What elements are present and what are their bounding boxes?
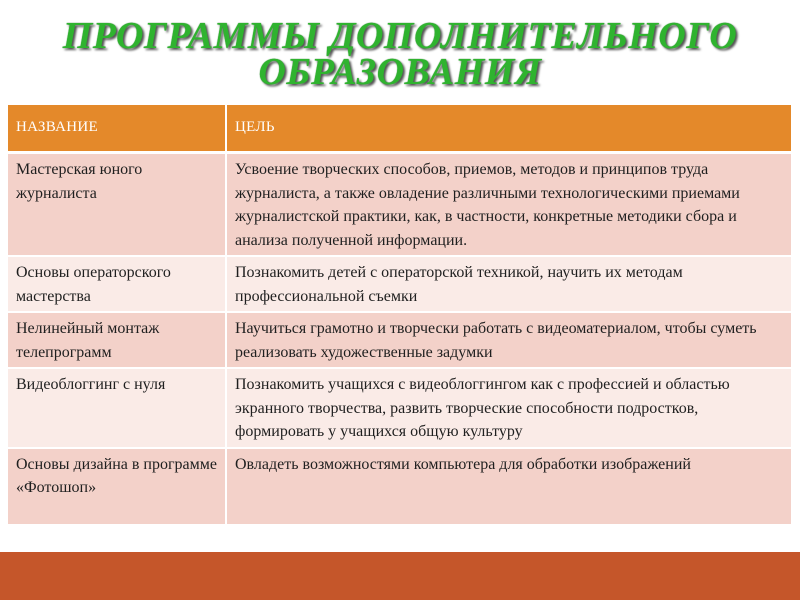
- program-name-cell: Нелинейный монтаж телепрограмм: [8, 312, 226, 368]
- program-name-cell: Основы операторского мастерства: [8, 256, 226, 312]
- table-row: [8, 448, 792, 525]
- table-row: [8, 312, 792, 368]
- page-title-line-1: ПРОГРАММЫ ДОПОЛНИТЕЛЬНОГО: [62, 15, 738, 57]
- program-goal-cell: Овладеть возможностями компьютера для обработки изображений: [226, 448, 792, 525]
- table-header-row: [8, 105, 792, 153]
- table-row: [8, 256, 792, 312]
- programs-table: [8, 105, 793, 526]
- program-name-cell: Видеоблоггинг с нуля: [8, 368, 226, 448]
- program-goal-cell: Познакомить учащихся с видеоблоггингом как с профессией и областью экранного творчества, развить творческие способности подростков, формировать у учащихся общую культуру: [226, 368, 792, 448]
- page-title: [0, 15, 800, 93]
- page-title-line-2: ОБРАЗОВАНИЯ: [258, 51, 542, 93]
- table-row: [8, 153, 792, 257]
- program-goal-cell: Усвоение творческих способов, приемов, методов и принципов труда журналиста, а также овладение различными технологическими приемами журналистской практики, как, в частности, конкретные методики сбора и анализа полученной информации.: [226, 153, 792, 257]
- table-row: [8, 368, 792, 448]
- header-name: НАЗВАНИЕ: [8, 105, 226, 153]
- header-goal: ЦЕЛЬ: [226, 105, 792, 153]
- bottom-accent-bar: [0, 552, 800, 600]
- program-name-cell: Основы дизайна в программе «Фотошоп»: [8, 448, 226, 525]
- program-goal-cell: Познакомить детей с операторской техникой, научить их методам профессиональной съемки: [226, 256, 792, 312]
- program-goal-cell: Научиться грамотно и творчески работать с видеоматериалом, чтобы суметь реализовать художественные задумки: [226, 312, 792, 368]
- program-name-cell: Мастерская юного журналиста: [8, 153, 226, 257]
